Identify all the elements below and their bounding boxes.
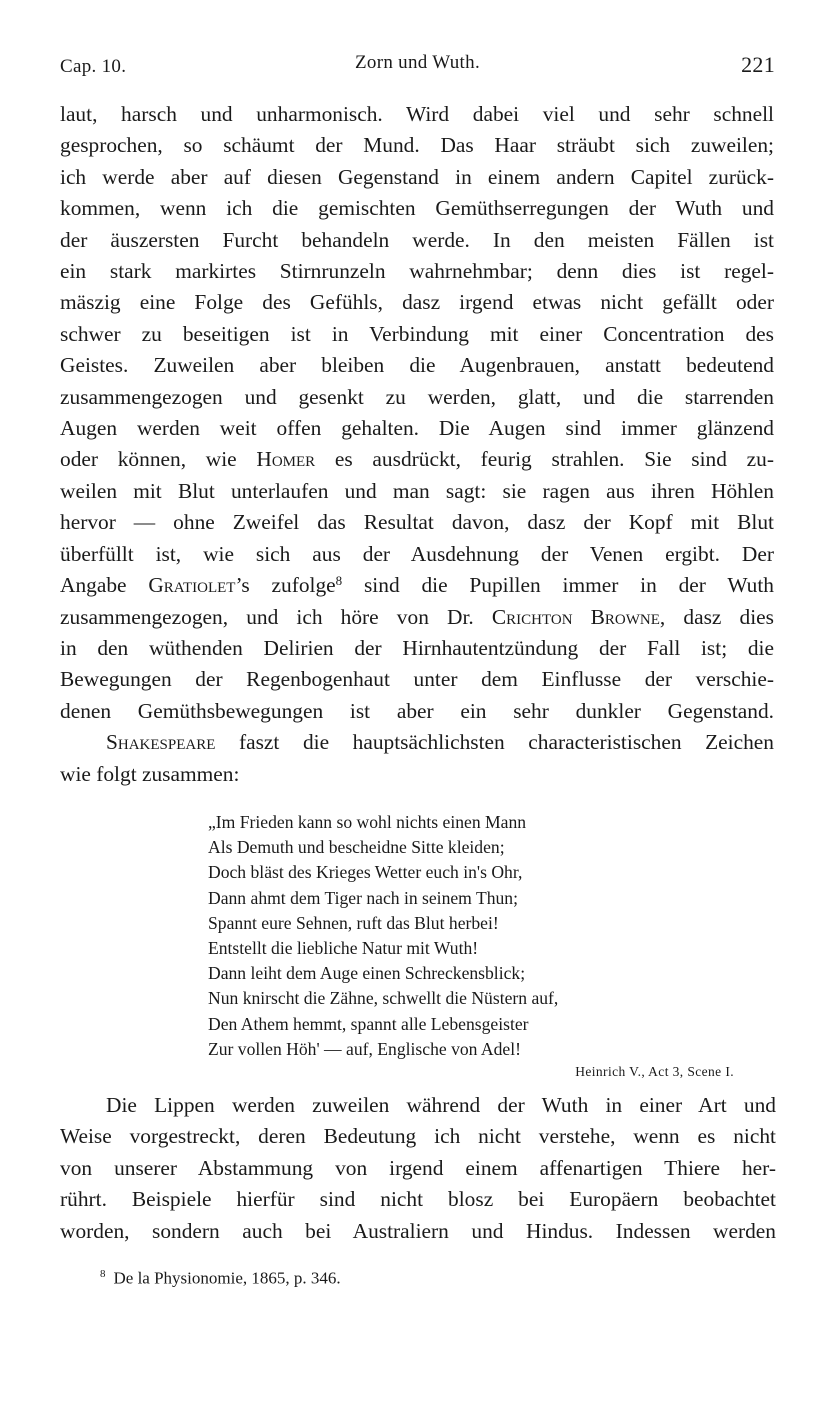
- paragraph-1: [60, 99, 774, 790]
- text-line: [60, 727, 774, 758]
- verse-quotation: [208, 810, 738, 1082]
- text-fragment: , dasz dies: [659, 604, 774, 629]
- verse-line: Entstellt die liebliche Natur mit Wuth!: [208, 938, 479, 959]
- text-line: Geistes. Zuweilen aber bleiben die Augenbrauen, anstatt bedeutend: [60, 353, 774, 378]
- text-line: weilen mit Blut unterlaufen und man sagt: sie ragen aus ihren Höhlen: [60, 478, 774, 503]
- verse-line: Zur vollen Höh' — auf, Englische von Adel!: [208, 1038, 521, 1059]
- text-line: kommen, wenn ich die gemischten Gemüthserregungen der Wuth und: [60, 196, 774, 221]
- verse-line: Dann leiht dem Auge einen Schreckensblick;: [208, 963, 526, 984]
- text-line: [60, 444, 774, 475]
- verse-line: Doch bläst des Krieges Wetter euch in's Ohr,: [208, 862, 523, 883]
- text-line: wie folgt zusammen:: [60, 761, 240, 786]
- text-line: gesprochen, so schäumt der Mund. Das Haar sträubt sich zuweilen;: [60, 133, 774, 158]
- footnote-text: De la Physionomie, 1865, p. 346.: [113, 1268, 341, 1288]
- text-line: mäszig eine Folge des Gefühls, dasz irgend etwas nicht gefällt oder: [60, 290, 774, 315]
- text-line: schwer zu beseitigen ist in Verbindung mit einer Concentration des: [60, 321, 774, 346]
- text-line: Augen werden weit offen gehalten. Die Augen sind immer glänzend: [60, 416, 774, 441]
- text-line: Weise vorgestreckt, deren Bedeutung ich nicht verstehe, wenn es nicht: [60, 1124, 776, 1149]
- footnote: [100, 1268, 341, 1289]
- text-fragment: oder können, wie: [60, 447, 257, 472]
- footnote-reference[interactable]: 8: [335, 573, 343, 589]
- author-name-crichton-browne: Crichton Browne: [491, 604, 660, 629]
- running-title: Zorn und Wuth.: [355, 52, 480, 73]
- text-fragment: es ausdrückt, feurig strahlen. Sie sind zu-: [315, 447, 774, 472]
- running-header: [60, 52, 775, 78]
- verse-line: Als Demuth und bescheidne Sitte kleiden;: [208, 837, 505, 858]
- text-line: von unserer Abstammung von irgend einem affenartigen Thiere her-: [60, 1155, 776, 1180]
- chapter-label: Cap. 10.: [60, 56, 127, 77]
- text-line: der äuszersten Furcht behandeln werde. In den meisten Fällen ist: [60, 227, 774, 252]
- verse-line: „Im Frieden kann so wohl nichts einen Mann: [208, 812, 527, 832]
- text-line: zusammengezogen und gesenkt zu werden, glatt, und die starrenden: [60, 384, 774, 409]
- author-name-shakespeare: Shakespeare: [106, 730, 216, 755]
- text-line: in den wüthenden Delirien der Hirnhautentzündung der Fall ist; die: [60, 635, 774, 660]
- verse-line: Dann ahmt dem Tiger nach in seinem Thun;: [208, 887, 518, 908]
- text-line: überfüllt ist, wie sich aus der Ausdehnung der Venen ergibt. Der: [60, 541, 774, 566]
- text-line: Die Lippen werden zuweilen während der Wuth in einer Art und: [106, 1093, 776, 1117]
- author-name-homer: Homer: [256, 447, 316, 472]
- text-line: denen Gemüthsbewegungen ist aber ein sehr dunkler Gegenstand.: [60, 698, 774, 723]
- text-fragment: Angabe: [60, 573, 149, 598]
- page-number: 221: [741, 52, 775, 77]
- verse-line: Den Athem hemmt, spannt alle Lebensgeister: [208, 1013, 529, 1034]
- text-fragment: zusammengezogen, und ich höre von Dr.: [60, 604, 492, 629]
- text-line: ich werde aber auf diesen Gegenstand in einem andern Capitel zurück-: [60, 164, 774, 189]
- verse-line: Nun knirscht die Zähne, schwellt die Nüstern auf,: [208, 988, 559, 1009]
- verse-line: Spannt eure Sehnen, ruft das Blut herbei!: [208, 912, 499, 933]
- text-line: worden, sondern auch bei Australiern und Hindus. Indessen werden: [60, 1218, 776, 1243]
- text-line: ein stark markirtes Stirnrunzeln wahrnehmbar; denn dies ist regel-: [60, 259, 774, 284]
- text-fragment: sind die Pupillen immer in der Wuth: [342, 573, 774, 598]
- quote-attribution: Heinrich V., Act 3, Scene I.: [575, 1064, 734, 1080]
- author-name-gratiolet: Gratiolet: [148, 573, 236, 598]
- text-line: laut, harsch und unharmonisch. Wird dabei viel und sehr schnell: [60, 102, 774, 126]
- footnote-marker: 8: [100, 1268, 106, 1280]
- text-line: [60, 570, 774, 601]
- text-fragment: faszt die hauptsächlichsten characteristischen Zeichen: [215, 730, 774, 755]
- text-fragment: ’s zufolge: [235, 573, 336, 598]
- text-line: rührt. Beispiele hierfür sind nicht blosz bei Europäern beobachtet: [60, 1187, 776, 1212]
- text-line: [60, 602, 774, 633]
- paragraph-3: [60, 1090, 776, 1247]
- text-line: hervor — ohne Zweifel das Resultat davon, dasz der Kopf mit Blut: [60, 510, 774, 535]
- text-line: Bewegungen der Regenbogenhaut unter dem Einflusse der verschie-: [60, 667, 774, 692]
